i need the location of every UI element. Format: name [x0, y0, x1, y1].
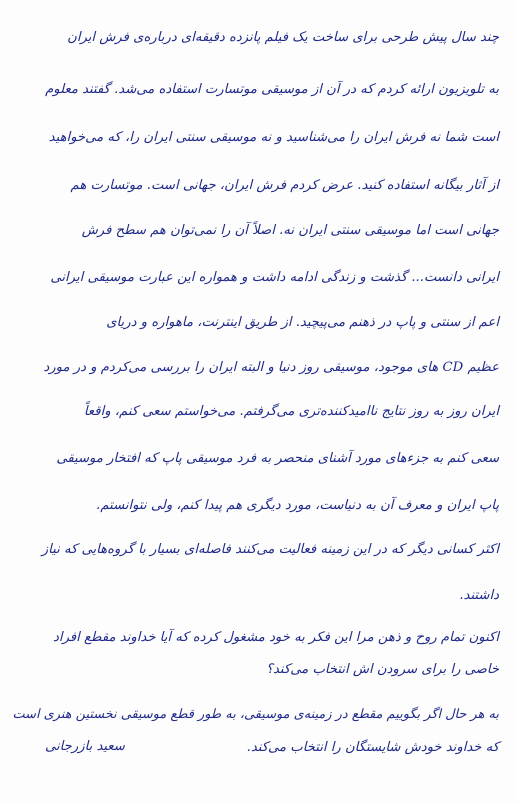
letter-line-5: جهانی است اما موسیقی سنتی ایران نه. اصلاً آن را نمی‌توان هم سطح فرش [81, 223, 499, 238]
letter-line-3: است شما نه فرش ایران را می‌شناسید و نه موسیقی سنتی ایران را، که می‌خواهید [48, 130, 499, 145]
letter-signature: سعید بازرجانی [45, 739, 125, 754]
letter-line-9: ایران روز به روز نتایج ناامیدکننده‌تری می‌گرفتم. می‌خواستم سعی کنم، واقعاً [83, 404, 499, 419]
letter-line-10: سعی کنم به جزءهای مورد آشنای منحصر به فرد موسیقی پاپ که افتخار موسیقی [56, 451, 499, 466]
letter-line-16: به هر حال اگر بگوییم مقطع در زمینه‌ی موسیقی، به طور قطع موسیقی نخستین هنری است [12, 707, 499, 722]
letter-line-7: اعم از سنتی و پاپ در ذهنم می‌پیچید. از طریق اینترنت، ماهواره و دریای [106, 315, 499, 330]
letter-line-12: اکثر کسانی دیگر که در این زمینه فعالیت می‌کنند فاصله‌ای بسیار با گروه‌هایی که نیاز [41, 542, 499, 557]
letter-line-13: داشتند. [459, 588, 499, 603]
letter-line-15: خاصی را برای سرودن اش انتخاب می‌کند؟ [266, 662, 499, 677]
letter-line-8: عظیم CD های موجود، موسیقی روز دنیا و البته ایران را بررسی می‌کردم و در مورد [43, 360, 499, 375]
letter-line-6: ایرانی دانست... گذشت و زندگی ادامه داشت و همواره این عبارت موسیقی ایرانی [50, 270, 499, 285]
letter-line-1: چند سال پیش طرحی برای ساخت یک فیلم پانزده دقیقه‌ای درباره‌ی فرش ایران [67, 30, 499, 45]
letter-line-4: از آثار بیگانه استفاده کنید. عرض کردم فرش ایران، جهانی است. موتسارت هم [70, 178, 499, 193]
letter-line-11: پاپ ایران و معرف آن به دنیاست، مورد دیگری هم پیدا کنم، ولی نتوانستم. [96, 498, 499, 513]
letter-line-17: که خداوند خودش شایستگان را انتخاب می‌کند. [246, 740, 499, 755]
letter-line-2: به تلویزیون ارائه کردم که در آن از موسیقی موتسارت استفاده می‌شد. گفتند معلوم [45, 82, 499, 97]
letter-line-14: اکنون تمام روح و ذهن مرا این فکر به خود مشغول کرده که آیا خداوند مقطع افراد [53, 630, 499, 645]
